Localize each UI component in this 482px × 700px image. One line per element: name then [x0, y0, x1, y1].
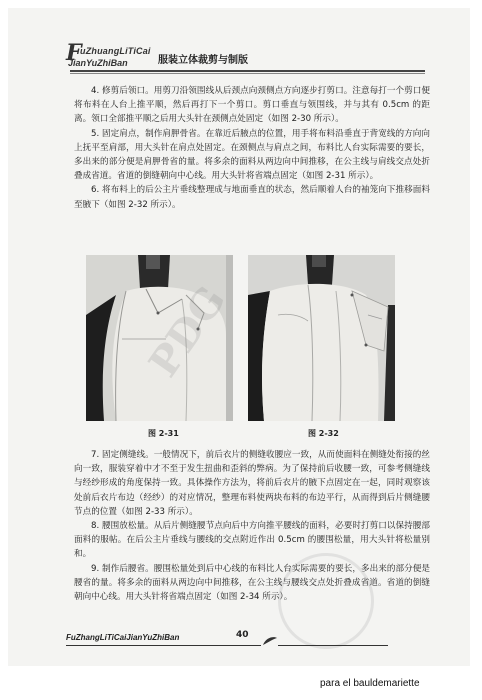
header-rule	[70, 70, 425, 72]
paragraph-8: 8. 腰围放松量。从后片侧缝腰节点向后中方向推平腰线的面料，必要时打剪口以保持腰部面料的服帖。在后公主片垂线与腰线的交点附近作出 0.5cm 的腰围松量，用大头针将松量别和。	[74, 521, 430, 560]
paragraph-5: 5. 固定肩点，制作肩胛骨省。在靠近后腋点的位置，用手将布料沿垂直于背宽线的方向向上抚平至肩部，用大头针在肩点处固定。在颈侧点与肩点之间，布料比人台实际需要的要长，多出来的部分便是肩胛骨省的量。将多余的面料从两边向中间推移，在公主线与肩线交点处折叠成省道。省道的倒缝朝向中心线。用大头针将省端点固定（如图 2-31 所示）。	[74, 128, 430, 182]
series-logo-line2: JianYuZhiBan	[68, 58, 128, 68]
footer-rule-right	[278, 645, 388, 646]
uploader-signature: para el bauldemariette	[320, 678, 420, 689]
figure-2-31-caption: 图 2-31	[148, 429, 179, 438]
series-logo-letter: F	[66, 40, 82, 66]
paragraph-7: 7. 固定侧缝线。一般情况下，前后衣片的侧缝收腰应一致，从而使面料在侧缝处衔接的丝向一致，服装穿着中才不至于发生扭曲和歪斜的弊病。为了保持前后收腰一致，可参考侧缝线与经纱形成的角度保持一致。具体操作方法为，将前后衣片的腋下点固定在一起，同时观察该处前后衣片布边（经纱）的对应情况，整理布料使两块布料的布边平行，从而得到后片侧缝腰节点的位置（如图 2-33 所示）。	[74, 450, 430, 517]
figure-2-32-photo	[248, 255, 395, 421]
footer-series-title: FuZhangLiTiCaiJianYuZhiBan	[66, 633, 180, 642]
leaf-ornament-icon	[262, 636, 278, 646]
paragraph-6: 6. 将布料上的后公主片垂线整理成与地面垂直的状态，然后顺着人台的袖笼向下推移面料至腋下（如图 2-32 所示）。	[74, 185, 430, 210]
series-logo-line1: uZhuangLiTiCai	[80, 46, 151, 56]
page-number: 40	[236, 630, 249, 640]
book-title: 服装立体裁剪与制版	[158, 55, 248, 66]
text-block-bottom	[74, 448, 430, 604]
figure-2-32-caption: 图 2-32	[308, 429, 339, 438]
header-rule-thin	[70, 73, 425, 74]
book-page	[8, 8, 470, 666]
figure-2-31-photo	[86, 255, 233, 421]
paragraph-4: 4. 修剪后领口。用剪刀沿领围线从后颈点向颈侧点方向逐步打剪口。注意每打一个剪口便将布料在人台上推平顺，然后再打下一个剪口。剪口垂直与领围线，并与其有 0.5cm 的距离。领口全部推平顺之后用大头针在颈侧点处固定（如图 2-30 所示）。	[74, 86, 430, 125]
footer-rule-left	[66, 645, 261, 646]
text-block-top	[74, 84, 430, 212]
page-header	[8, 40, 470, 76]
paragraph-9: 9. 制作后腰省。腰围松量处到后中心线的布料比人台实际需要的要长，多出来的部分便是腰省的量。将多余的面料从两边向中间推移，在公主线与腰线交点处折叠成省道。省道的倒缝朝向中心线。用大头针将省端点固定（如图 2-34 所示）。	[74, 563, 430, 603]
